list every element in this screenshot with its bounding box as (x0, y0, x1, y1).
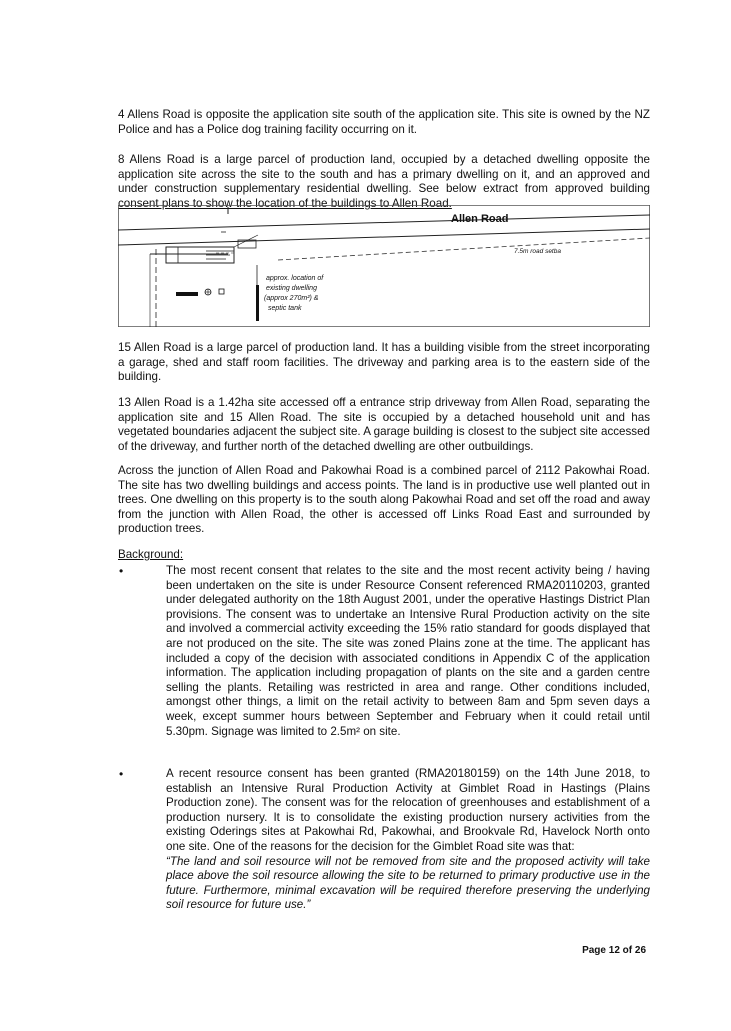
road-line-top (118, 215, 650, 230)
note-line-4: septic tank (268, 305, 302, 312)
paragraph-8-main-text: 8 Allens Road is a large parcel of production land, occupied by a detached dwelling opposite the application site across the site to the south and has a primary dwelling on it, and an approved and under construction supplementary residential dwelling. See below extract from approved building (118, 153, 650, 196)
paragraph-15-allen-road: 15 Allen Road is a large parcel of production land. It has a building visible from the street incorporating a garage, shed and staff room facilities. The driveway and parking area is to the eastern side of the building. (118, 341, 650, 384)
bullet-2-main-text: A recent resource consent has been granted (RMA20180159) on the 14th June 2018, to establish an Intensive Rural Production Activity at Gimblet Road in Hastings (Plains Production zone). The consent was for the relocation of greenhouses and establishment of a production nursery. It is to consolidate the existing production nursery activities from the existing Oderings sites at Pakowhai Rd, Pakowhai, and Brookvale Rd, Havelock North onto one site. One of the reasons for the decision for the Gimblet Road site was that: (166, 767, 650, 853)
structure-marker (176, 292, 198, 296)
bullet-2-text (166, 767, 650, 913)
page-number: Page 12 of 26 (582, 945, 646, 956)
paragraph-4-allens-road: 4 Allens Road is opposite the application site south of the application site. This site is owned by the NZ Police and has a Police dog training facility occurring on it. (118, 108, 650, 136)
background-heading: Background: (118, 548, 184, 561)
bullet-1-text: The most recent consent that relates to the site and the most recent activity being / having been undertaken on the site is under Resource Consent referenced RMA20110203, granted under delegated authority on the 18th August 2001, under the operative Hastings District Plan provisions. The consent was to undertake an Intensive Rural Production activity on the site and involved a commercial activity exceeding the 15% ratio standard for goods displayed that are not produced on the site. The site was zoned Plains zone at the time. The applicant has included a copy of the decision with associated conditions in Appendix C of the application information. The application including propagation of plants on the site and a garden centre selling the plants. Retailing was restricted in area and range. Other conditions included, amongst other things, a limit on the retail activity to between 8am and 5pm seven days a week, except summer hours between September and February when it could retail until 5.30pm. Signage was limited to 2.5m² on site. (166, 564, 650, 738)
setback-line (278, 238, 650, 260)
bullet-marker: • (119, 767, 124, 781)
note-line-3: (approx 270m²) & (264, 295, 319, 302)
note-line-1: approx. location of (266, 275, 324, 282)
background-bullet-1 (118, 564, 650, 739)
background-bullet-2 (118, 767, 650, 913)
setback-label: 7.5m road setba (514, 248, 561, 255)
paragraph-2112-pakowhai-road: Across the junction of Allen Road and Pakowhai Road is a combined parcel of 2112 Pakowhai Road. The site has two dwelling buildings and access points. The land is in productive use well planted out in trees. One dwelling on this property is to the south along Pakowhai Road and set off the road and away from the junction with Allen Road, the other is accessed off Links Road East and surrounded by production trees. (118, 464, 650, 536)
note-marker (256, 285, 259, 321)
paragraph-13-allen-road: 13 Allen Road is a 1.42ha site accessed off a entrance strip driveway from Allen Road, separating the application site and 15 Allen Road. The site is occupied by a detached household unit and has vegetated boundaries adjacent the subject site. A garage building is closest to the subject site accessed of the driveway, and further north of the detached dwelling are other outbuildings. (118, 396, 650, 453)
note-line-2: existing dwelling (266, 285, 317, 292)
paragraph-8-underlined-text: consent plans to show the location of the buildings to Allen Road. (118, 196, 452, 210)
paragraph-8-allens-road (118, 153, 650, 211)
bullet-marker: • (119, 564, 124, 578)
site-plan-extract (118, 205, 650, 327)
road-label: Allen Road (451, 213, 509, 225)
bullet-2-quote: “The land and soil resource will not be removed from site and the proposed activity will take place above the soil resource allowing the site to be returned to primary productive use in the future. Furthermore, minimal excavation will be required therefore preserving the underlying soil resource for future use.” (166, 854, 650, 912)
